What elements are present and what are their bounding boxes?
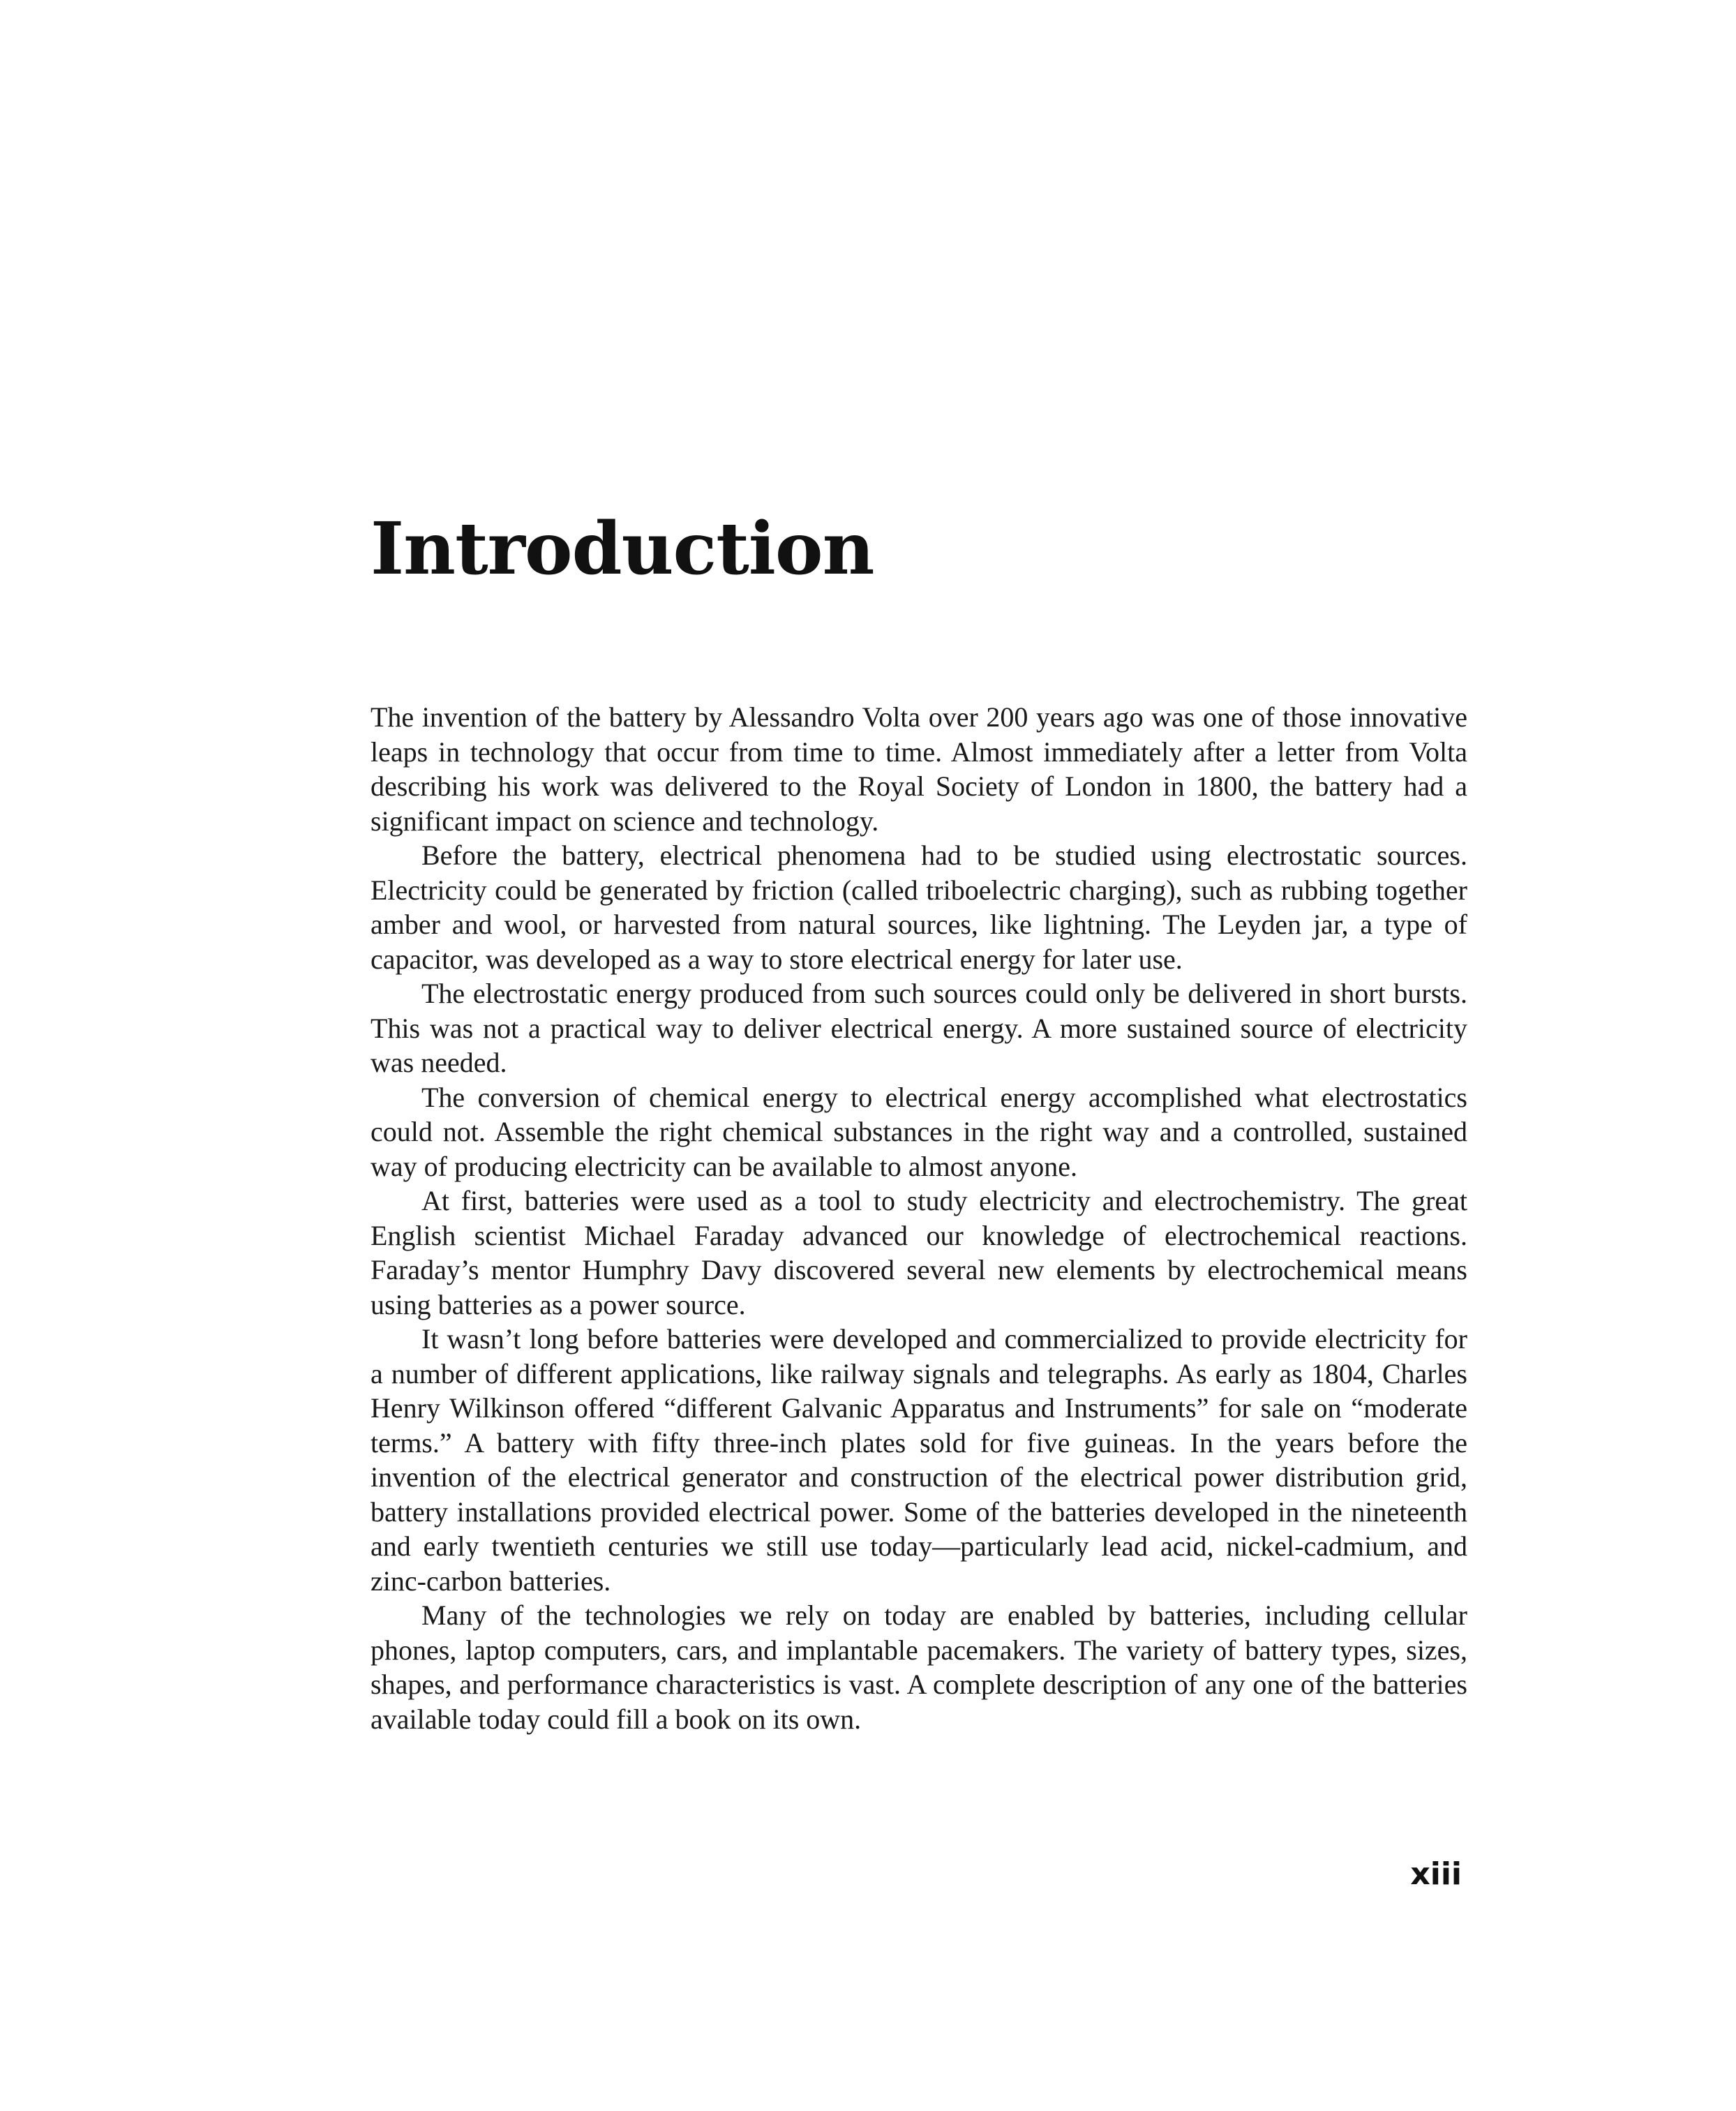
paragraph: It wasn’t long before batteries were developed and commercialized to provide electricity for a number of different applications, like railway signals and telegraphs. As early as 1804, Charles Henry Wilkinson offered “different Galvanic Apparatus and Instruments” for sale on “moderate terms.” A battery with fifty three-inch plates sold for five guineas. In the years before the invention of the electrical generator and construction of the electrical power distribution grid, battery installations provided electrical power. Some of the batteries developed in the nineteenth and early twentieth centuries we still use today—particularly lead acid, nickel-cadmium, and zinc-carbon batteries.: [371, 1323, 1467, 1597]
paragraph: The conversion of chemical energy to electrical energy accomplished what electrostatics could not. Assemble the right chemical substances in the right way and a controlled, sustained way of producing electricity can be available to almost anyone.: [371, 1081, 1467, 1182]
paragraph: The invention of the battery by Alessandro Volta over 200 years ago was one of those innovative leaps in technology that occur from time to time. Almost immediately after a letter from Volta describing his work was delivered to the Royal Society of London in 1800, the battery had a significant impact on science and technology.: [371, 701, 1467, 837]
chapter-title: Introduction: [371, 507, 874, 591]
paragraph: Before the battery, electrical phenomena had to be studied using electrostatic sources. Electricity could be generated by friction (called triboelectric charging), such as rubbing together amber and wool, or harvested from natural sources, like lightning. The Leyden jar, a type of capacitor, was developed as a way to store electrical energy for later use.: [371, 840, 1467, 975]
paragraph: At first, batteries were used as a tool to study electricity and electrochemistry. The great English scientist Michael Faraday advanced our knowledge of electrochemical reactions. Faraday’s mentor Humphry Davy discovered several new elements by electrochemical means using batteries as a power source.: [371, 1185, 1467, 1320]
paragraph: The electrostatic energy produced from such sources could only be delivered in short bursts. This was not a practical way to deliver electrical energy. A more sustained source of electricity was needed.: [371, 978, 1467, 1078]
paragraph: Many of the technologies we rely on today are enabled by batteries, including cellular phones, laptop computers, cars, and implantable pacemakers. The variety of battery types, sizes, shapes, and performance characteristics is vast. A complete description of any one of the batteries available today could fill a book on its own.: [371, 1599, 1467, 1735]
body-text: [371, 700, 1467, 1736]
page-number: xiii: [1410, 1856, 1462, 1892]
